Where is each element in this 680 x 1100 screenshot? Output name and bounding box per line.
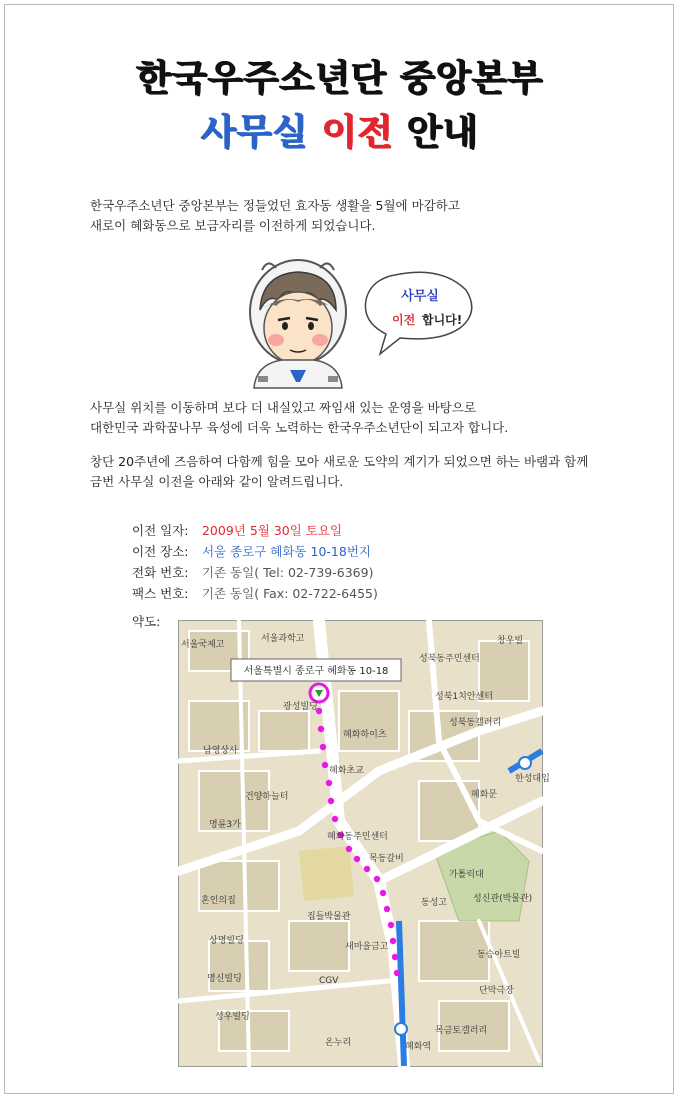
map-label: 약도: xyxy=(132,614,161,629)
route-dot xyxy=(390,938,396,944)
bubble-line-2-rest: 합니다! xyxy=(422,313,463,327)
map-place-label: 온누리 xyxy=(325,1038,352,1048)
route-dot xyxy=(318,726,324,732)
route-dot xyxy=(332,816,338,822)
info-phone-label: 전화 번호: xyxy=(132,565,189,580)
route-dot xyxy=(380,890,386,896)
body2-line-1: 창단 20주년에 즈음하여 다함께 힘을 모아 새로운 도약의 계기가 되었으면 하는 바램과 함께 xyxy=(90,454,589,469)
route-dot xyxy=(364,866,370,872)
map-place-label: 서울국제고 xyxy=(181,640,225,650)
intro-paragraph xyxy=(90,196,630,236)
bubble-line-1: 사무실 xyxy=(401,289,439,304)
info-phone-value: 기존 동일( Tel: 02-739-6369) xyxy=(201,565,374,580)
map-place-label: 혼인의집 xyxy=(201,896,236,906)
route-dot xyxy=(394,970,400,976)
info-phone-row xyxy=(132,562,378,583)
route-dot xyxy=(346,846,352,852)
map-place-label: 건양하늘터 xyxy=(245,792,289,802)
map-place-label: 혜화초교 xyxy=(329,766,364,776)
map-place-label: CGV xyxy=(319,976,339,986)
map-address-text: 서울특별시 종로구 혜화동 10-18 xyxy=(243,666,389,677)
route-dot xyxy=(374,876,380,882)
map-place-label: 창우빌 xyxy=(497,636,524,646)
map-place-label: 목금토갤러리 xyxy=(435,1026,488,1036)
map-place-label: 성우빌딩 xyxy=(215,1012,250,1022)
map-place-label: 광성빌딩 xyxy=(283,702,318,712)
map-place-label: 혜화역 xyxy=(405,1042,432,1052)
route-dot xyxy=(326,780,332,786)
location-map[interactable] xyxy=(178,620,550,1067)
info-date-value: 2009년 5월 30일 토요일 xyxy=(201,523,343,538)
map-place-label: 새마을금고 xyxy=(345,942,389,952)
route-dot xyxy=(392,954,398,960)
map-place-label: 명신빌딩 xyxy=(207,974,242,984)
subway-station-icon xyxy=(519,757,531,769)
move-info-list xyxy=(132,520,378,604)
mascot-illustration xyxy=(240,256,480,396)
info-date-row xyxy=(132,520,378,541)
subway-station-icon xyxy=(395,1023,407,1035)
intro-line-1: 한국우주소년단 중앙본부는 정들었던 효자동 생활을 5월에 마감하고 xyxy=(90,198,460,213)
map-place-label: 명륜3가 xyxy=(209,820,241,830)
title-word-office: 사무실 xyxy=(201,112,309,153)
astronaut-mascot-icon xyxy=(240,256,480,396)
route-dot xyxy=(384,906,390,912)
map-place-label: 혜화동주민센터 xyxy=(327,832,388,842)
info-date-label: 이전 일자: xyxy=(132,523,189,538)
map-place-label: 집들박물관 xyxy=(307,912,351,922)
route-dot xyxy=(354,856,360,862)
map-place-label: 혜화하이츠 xyxy=(343,730,387,740)
map-place-label: 한성대입 xyxy=(515,774,550,784)
page-title: 한국우주소년단 중앙본부 xyxy=(136,58,544,99)
body-paragraph-2 xyxy=(90,452,630,492)
map-place-label: 성북동주민센터 xyxy=(419,654,480,664)
route-dot xyxy=(320,744,326,750)
body-paragraph-1 xyxy=(90,398,630,438)
map-place-label: 서울과학고 xyxy=(261,634,305,644)
intro-line-2: 새로이 혜화동으로 보금자리를 이전하게 되었습니다. xyxy=(90,218,376,233)
map-canvas xyxy=(179,621,550,1066)
title-word-move: 이전 xyxy=(322,112,394,153)
map-place-label: 남영상사 xyxy=(203,746,238,756)
map-place-label: 혜화문 xyxy=(471,790,498,800)
map-place-label: 성북동갤러리 xyxy=(449,718,502,728)
info-fax-label: 팩스 번호: xyxy=(132,586,189,601)
map-place-label: 성신관(박물관) xyxy=(473,894,533,904)
page-subtitle xyxy=(0,104,680,155)
route-dot xyxy=(322,762,328,768)
map-place-label: 상명빌딩 xyxy=(209,936,244,946)
map-place-label: 가톨릭대 xyxy=(449,870,484,880)
info-fax-row xyxy=(132,583,378,604)
map-place-label: 단막극장 xyxy=(479,986,514,996)
body1-line-2: 대한민국 과학꿈나무 육성에 더욱 노력하는 한국우주소년단이 되고자 합니다. xyxy=(90,420,509,435)
info-fax-value: 기존 동일( Fax: 02-722-6455) xyxy=(201,586,378,601)
body1-line-1: 사무실 위치를 이동하며 보다 더 내실있고 짜임새 있는 운영을 바탕으로 xyxy=(90,400,476,415)
map-place-label: 목동갈비 xyxy=(369,854,404,864)
map-place-label: 동승아트빌 xyxy=(477,950,521,960)
map-place-label: 성북1치안센터 xyxy=(435,692,493,702)
bubble-line-2-red: 이전 xyxy=(392,313,416,327)
info-place-label: 이전 장소: xyxy=(132,544,189,559)
title-word-notice: 안내 xyxy=(407,112,479,153)
route-dot xyxy=(388,922,394,928)
info-place-value: 서울 종로구 혜화동 10-18번지 xyxy=(201,544,371,559)
body2-line-2: 금번 사무실 이전을 아래와 같이 알려드립니다. xyxy=(90,474,344,489)
map-place-label: 동성고 xyxy=(421,898,448,908)
info-place-row xyxy=(132,541,378,562)
route-dot xyxy=(328,798,334,804)
